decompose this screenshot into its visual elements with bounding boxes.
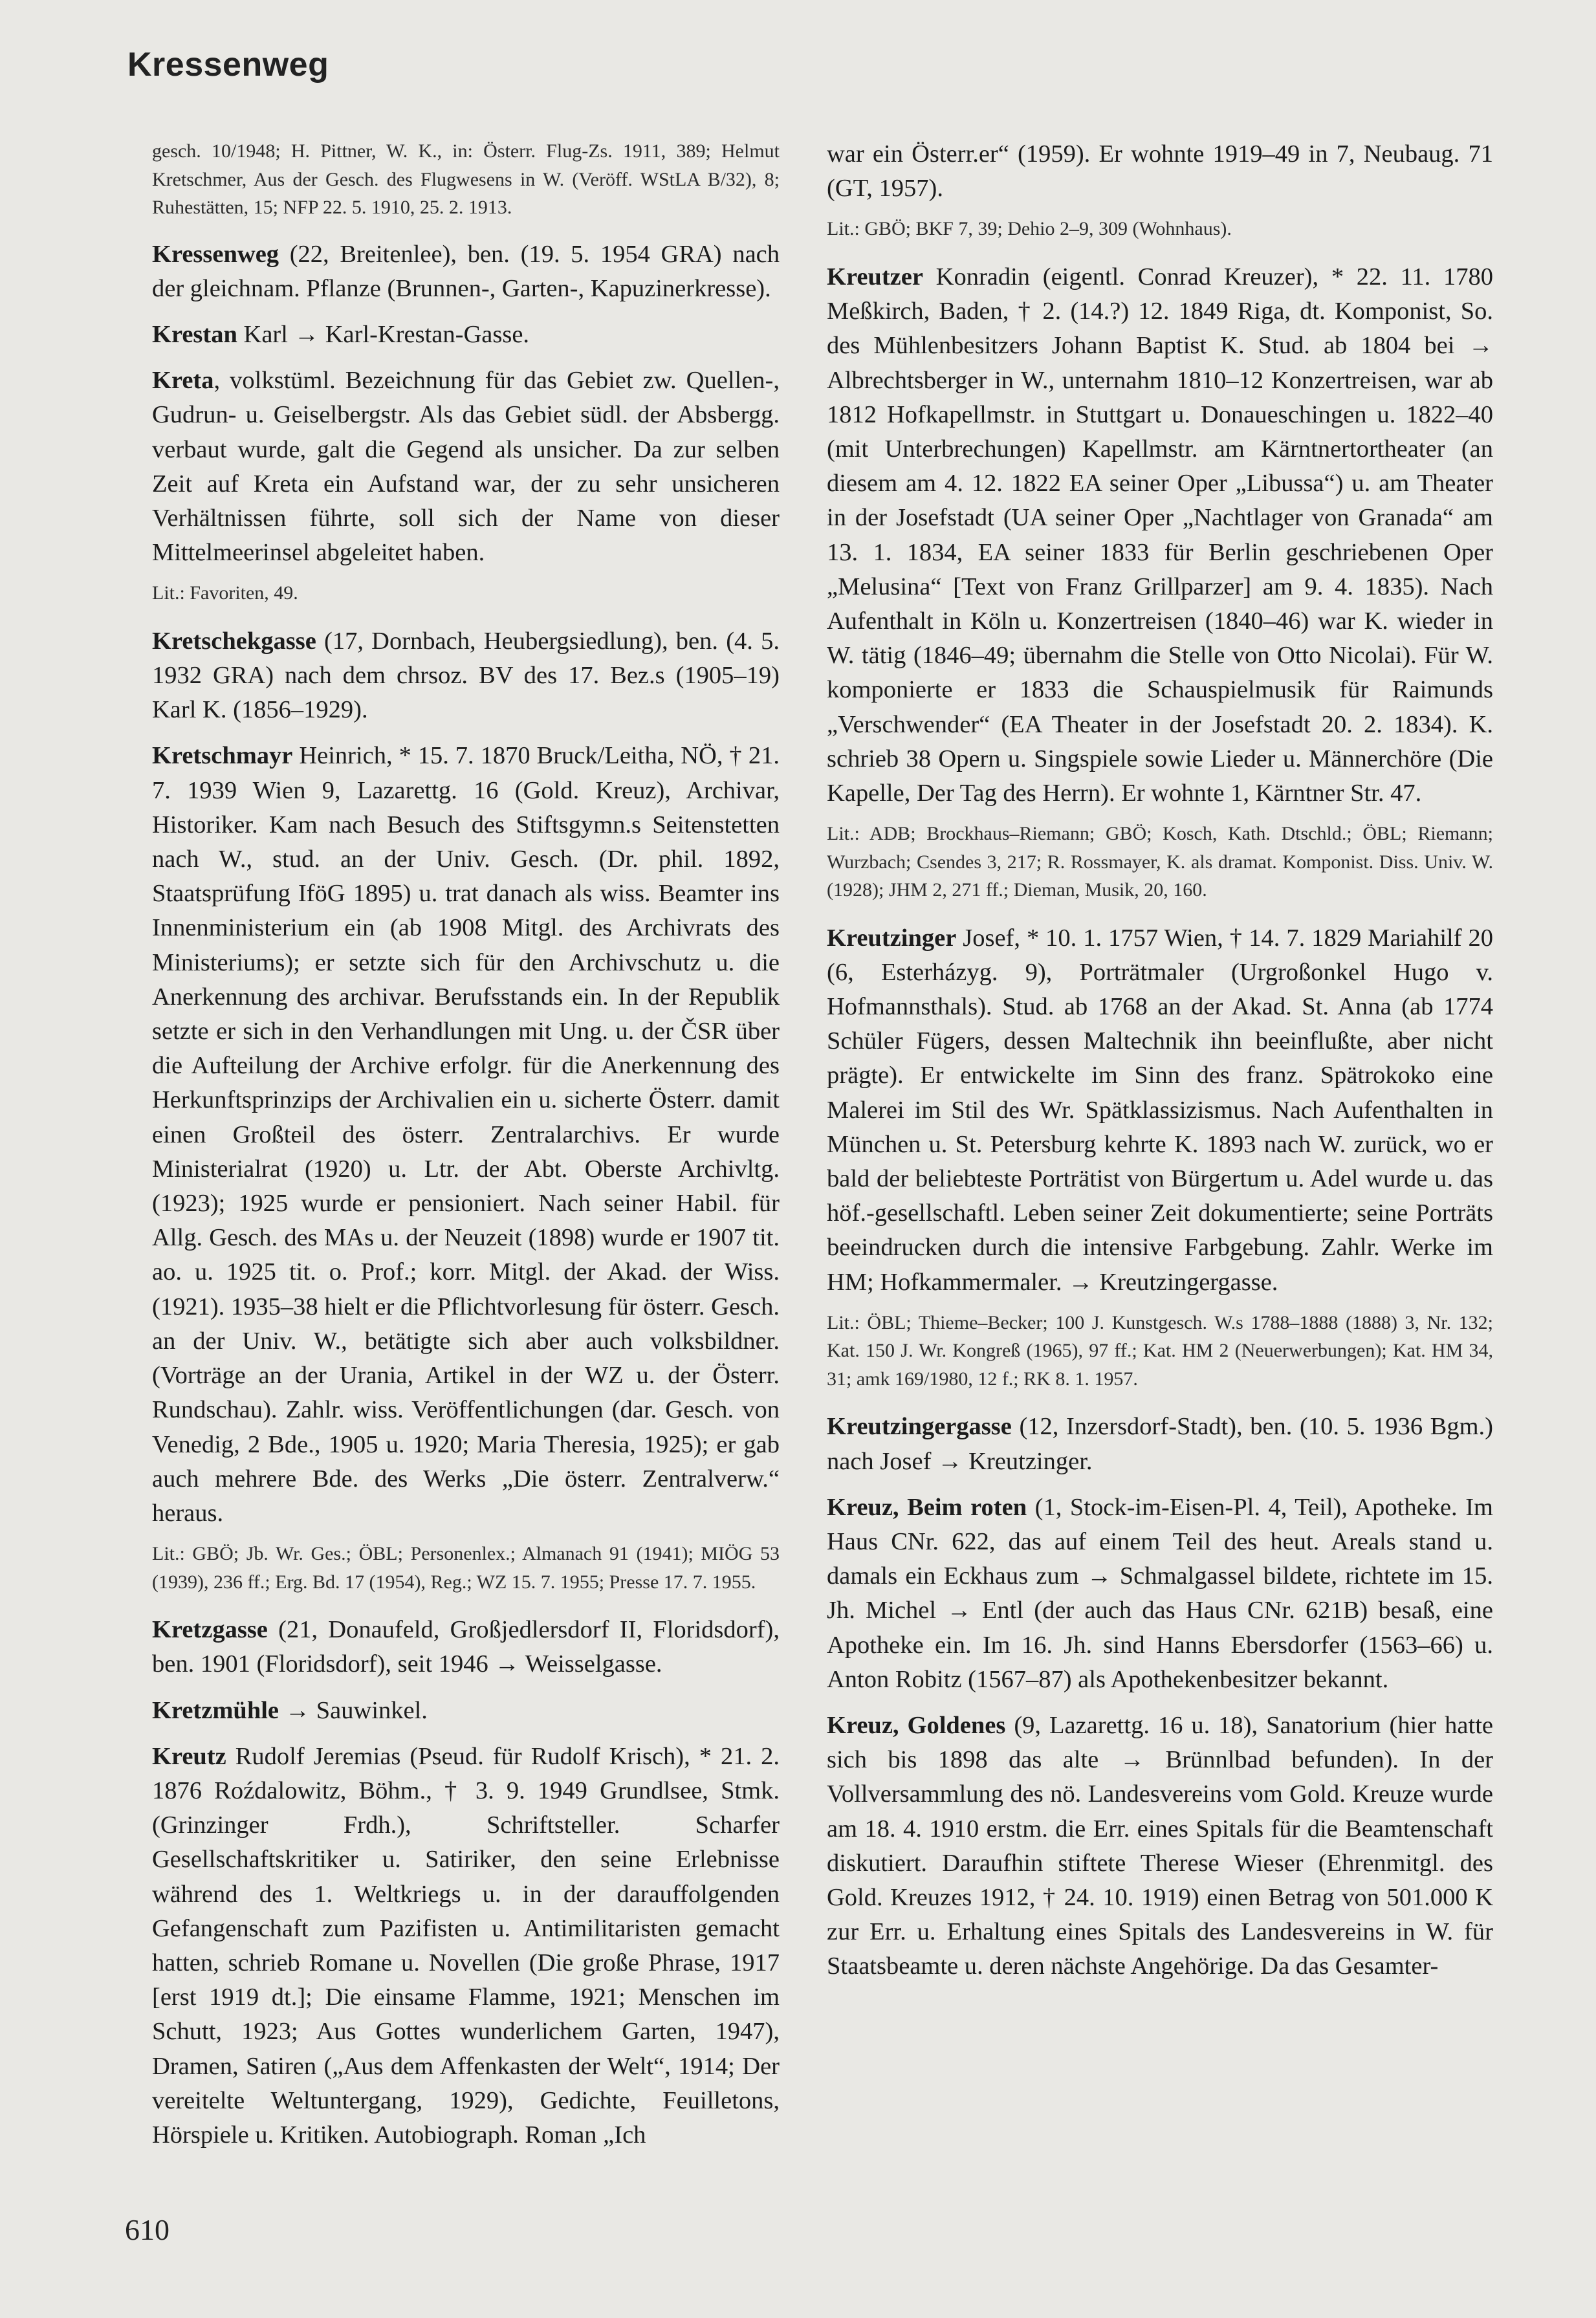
- lexicon-entry: [152, 1694, 780, 1728]
- entry-headword: Kretschekgasse: [152, 627, 316, 655]
- entry-text: , volkstüml. Bezeichnung für das Gebiet zw. Quellen-, Gudrun- u. Geiselbergstr. Als das Gebiet südl. der Absbergg. verbaut wurde, galt die Gegend als unsicher. Da zur selben Zeit auf Kreta ein Aufstand war, der zu sehr unsicheren Verhältnissen führte, soll sich der Name von dieser Mittelmeerinsel abgeleitet haben.: [152, 367, 780, 567]
- entry-headword: Kretzgasse: [152, 1616, 268, 1644]
- entry-text: → Sauwinkel.: [279, 1696, 428, 1724]
- entry-headword: Kreutzinger: [827, 924, 957, 952]
- entry-headword: Kretzmühle: [152, 1696, 279, 1724]
- entry-text: Heinrich, * 15. 7. 1870 Bruck/Leitha, NÖ, † 21. 7. 1939 Wien 9, Lazarettg. 16 (Gold. Kreuz), Archivar, Historiker. Kam nach Besuch des Stiftsgymn.s Seitenstetten nach W., stud. an der Univ. Gesch. (Dr. phil. 1892, Staatsprüfung IföG 1895) u. trat danach als wiss. Beamter ins Innenministerium ein (ab 1908 Mitgl. des Archivrats des Ministeriums); er setzte sich für den Archivschutz u. die Anerkennung des archivar. Berufsstands ein. In der Republik setzte er sich in den Verhandlungen mit Ung. u. der ČSR über die Aufteilung der Archive erfolgr. für die Anerkennung des Herkunftsprinzips der Archivalien ein u. sicherte Österr. damit einen Großteil des österr. Zentralarchivs. Er wurde Ministerialrat (1920) u. Ltr. der Abt. Oberste Archivltg. (1923); 1925 wurde er pensioniert. Nach seiner Habil. für Allg. Gesch. des MAs u. der Neuzeit (1898) wurde er 1907 tit. ao. u. 1925 tit. o. Prof.; korr. Mitgl. der Akad. der Wiss. (1921). 1935–38 hielt er die Pflichtvorlesung für österr. Gesch. an der Univ. W., betätigte sich aber auch volksbildner. (Vorträge an der Urania, Artikel in der WZ u. der Österr. Rundschau). Zahlr. wiss. Veröffentlichungen (dar. Gesch. von Venedig, 2 Bde., 1905 u. 1920; Maria Theresia, 1925); er gab auch mehrere Bde. des Werks „Die österr. Zentralverw.“ heraus.: [152, 742, 780, 1527]
- entry-headword: Kreuz, Goldenes: [827, 1712, 1006, 1740]
- lexicon-entry: [827, 1491, 1493, 1697]
- entry-headword: Krestan: [152, 320, 237, 348]
- lexicon-entry: [152, 364, 780, 570]
- continued-literature: gesch. 10/1948; H. Pittner, W. K., in: Österr. Flug-Zs. 1911, 389; Helmut Kretschmer, Aus der Gesch. des Flugwesens in W. (Veröff. WStLA B/32), 8; Ruhestätten, 15; NFP 22. 5. 1910, 25. 2. 1913.: [152, 140, 780, 218]
- lexicon-entry: [152, 624, 780, 728]
- entry-text: (1, Stock-im-Eisen-Pl. 4, Teil), Apotheke. Im Haus CNr. 622, das auf einem Teil des heut. Areals stand u. damals ein Eckhaus zum → Schmalgassel bildete, richtete im 15. Jh. Michel → Entl (der auch das Haus CNr. 621B) besaß, eine Apotheke ein. Im 16. Jh. sind Hanns Ebersdorfer (1563–66) u. Anton Robitz (1567–87) als Apothekenbesitzer bekannt.: [827, 1493, 1493, 1693]
- left-entries: [152, 237, 780, 2153]
- entry-text: Konradin (eigentl. Conrad Kreuzer), * 22. 11. 1780 Meßkirch, Baden, † 2. (14.?) 12. 1849 Riga, dt. Komponist, So. des Mühlenbesitzers Johann Baptist K. Stud. ab 1804 bei → Albrechtsberger in W., unternahm 1810–12 Konzertreisen, war ab 1812 Hofkapellmstr. in Stuttgart u. Donaueschingen u. 1822–40 (mit Unterbrechungen) Kapellmstr. am Kärntnertortheater (an diesem am 4. 12. 1822 EA seiner Oper „Libussa“) u. am Theater in der Josefstadt (UA seiner Oper „Nachtlager von Granada“ am 13. 1. 1834, EA seiner 1833 für Berlin geschriebenen Oper „Melusina“ [Text von Franz Grillparzer] am 9. 4. 1835). Nach Aufenthalt in Köln u. Konzertreisen (1840–46) war K. wieder in W. tätig (1846–49; übernahm die Stelle von Otto Nicolai). Für W. komponierte er 1833 die Schauspielmusik für Raimunds „Verschwender“ (EA Theater in der Josefstadt 20. 2. 1834). K. schrieb 38 Opern u. Singspiele sowie Lieder u. Männerchöre (Die Kapelle, Der Tag des Herrn). Er wohnte 1, Kärntner Str. 47.: [827, 263, 1493, 807]
- entry-literature: Lit.: GBÖ; Jb. Wr. Ges.; ÖBL; Personenlex.; Almanach 91 (1941); MIÖG 53 (1939), 236 ff.; Erg. Bd. 17 (1954), Reg.; WZ 15. 7. 1955; Presse 17. 7. 1955.: [152, 1543, 780, 1593]
- running-header: Kressenweg: [127, 46, 329, 83]
- lexicon-entry: [152, 237, 780, 306]
- entry-text: Rudolf Jeremias (Pseud. für Rudolf Krisch), * 21. 2. 1876 Roźdalowitz, Böhm., † 3. 9. 1949 Grundlsee, Stmk. (Grinzinger Frdh.), Schriftsteller. Scharfer Gesellschaftskritiker u. Satiriker, den seine Erlebnisse während des 1. Weltkriegs u. in der darauffolgenden Gefangenschaft zum Pazifisten u. Antimilitaristen gemacht hatten, schrieb Romane u. Novellen (Die große Phrase, 1917 [erst 1919 dt.]; Die einsame Flamme, 1921; Menschen im Schutt, 1923; Aus Gottes wunderlichem Garten, 1947), Dramen, Satiren („Aus dem Affenkasten der Welt“, 1914; Der vereitelte Weltuntergang, 1929), Gedichte, Feuilletons, Hörspiele u. Kritiken. Autobiograph. Roman „Ich: [152, 1742, 780, 2149]
- lexicon-entry: [152, 739, 780, 1531]
- entry-headword: Kreutzingergasse: [827, 1413, 1012, 1441]
- entry-literature: Lit.: Favoriten, 49.: [152, 582, 298, 604]
- lexicon-entry: [152, 318, 780, 352]
- entry-text: (21, Donaufeld, Großjedlersdorf II, Floridsdorf), ben. 1901 (Floridsdorf), seit 1946 → Weisselgasse.: [152, 1616, 780, 1678]
- entry-headword: Kreuz, Beim roten: [827, 1493, 1027, 1521]
- entry-headword: Kreutz: [152, 1742, 226, 1770]
- entry-text: Josef, * 10. 1. 1757 Wien, † 14. 7. 1829 Mariahilf 20 (6, Esterházyg. 9), Porträtmaler (Urgroßonkel Hugo v. Hofmannsthals). Stud. ab 1768 an der Akad. St. Anna (ab 1774 Schüler Fügers, dessen Maltechnik ihn beeinflußte, aber nicht prägte). Er entwickelte im Sinn des franz. Spätrokoko eine Malerei im Stil des Wr. Spätklassizismus. Nach Aufenthalten in München u. St. Petersburg kehrte K. 1893 nach W. zurück, wo er bald der beliebteste Porträtist von Bürgertum u. Adel wurde u. das höf.-gesellschaftl. Leben seiner Zeit dokumentierte; seine Porträts beeindrucken durch die intensive Farbgebung. Zahlr. Werke im HM; Hofkammermaler. → Kreutzingergasse.: [827, 924, 1493, 1296]
- entry-headword: Kretschmayr: [152, 742, 293, 770]
- entry-literature: Lit.: ADB; Brockhaus–Riemann; GBÖ; Kosch, Kath. Dtschld.; ÖBL; Riemann; Wurzbach; Csendes 3, 217; R. Rossmayer, K. als dramat. Komponist. Diss. Univ. W. (1928); JHM 2, 271 ff.; Dieman, Musik, 20, 160.: [827, 823, 1493, 901]
- entry-headword: Kreutzer: [827, 263, 923, 290]
- entry-headword: Kreta: [152, 367, 214, 395]
- entry-text: (12, Inzersdorf-Stadt), ben. (10. 5. 1936 Bgm.) nach Josef → Kreutzinger.: [827, 1413, 1493, 1475]
- lexicon-entry: [152, 1740, 780, 2152]
- lexicon-entry: [152, 1613, 780, 1681]
- page-number: 610: [125, 2213, 169, 2246]
- entry-literature: Lit.: ÖBL; Thieme–Becker; 100 J. Kunstgesch. W.s 1788–1888 (1888) 3, Nr. 132; Kat. 150 J. Wr. Kongreß (1965), 97 ff.; Kat. HM 2 (Neuerwerbungen); Kat. HM 34, 31; amk 169/1980, 12 f.; RK 8. 1. 1957.: [827, 1311, 1493, 1390]
- entry-text: Karl → Karl-Krestan-Gasse.: [237, 320, 530, 348]
- lexicon-entry: [827, 1410, 1493, 1478]
- entry-text: (17, Dornbach, Heubergsiedlung), ben. (4. 5. 1932 GRA) nach dem chrsoz. BV des 17. Bez.s (1905–19) Karl K. (1856–1929).: [152, 627, 780, 724]
- entry-headword: Kressenweg: [152, 240, 279, 268]
- lexicon-entry: [827, 1709, 1493, 1984]
- left-column: [152, 137, 780, 2164]
- continued-entry-text: war ein Österr.er“ (1959). Er wohnte 1919–49 in 7, Neubaug. 71 (GT, 1957).: [827, 140, 1493, 202]
- lexicon-entry: [827, 921, 1493, 1300]
- right-entries: [827, 260, 1493, 1984]
- right-column: [827, 137, 1493, 1996]
- entry-text: (9, Lazarettg. 16 u. 18), Sanatorium (hier hatte sich bis 1898 das alte → Brünnlbad befunden). In der Vollversammlung des nö. Landesvereins vom Gold. Kreuze wurde am 18. 4. 1910 erstm. die Err. eines Spitals für die Beamtenschaft diskutiert. Daraufhin stiftete Therese Wieser (Ehrenmitgl. des Gold. Kreuzes 1912, † 24. 10. 1919) einen Betrag von 501.000 K zur Err. u. Erhaltung eines Spitals des Landesvereins in W. für Staatsbeamte u. deren nächste Angehörige. Da das Gesamter-: [827, 1712, 1493, 1980]
- entry-text: (22, Breitenlee), ben. (19. 5. 1954 GRA) nach der gleichnam. Pflanze (Brunnen-, Garten-, Kapuzinerkresse).: [152, 240, 780, 302]
- lexicon-entry: [827, 260, 1493, 811]
- continued-entry-literature: Lit.: GBÖ; BKF 7, 39; Dehio 2–9, 309 (Wohnhaus).: [827, 218, 1232, 240]
